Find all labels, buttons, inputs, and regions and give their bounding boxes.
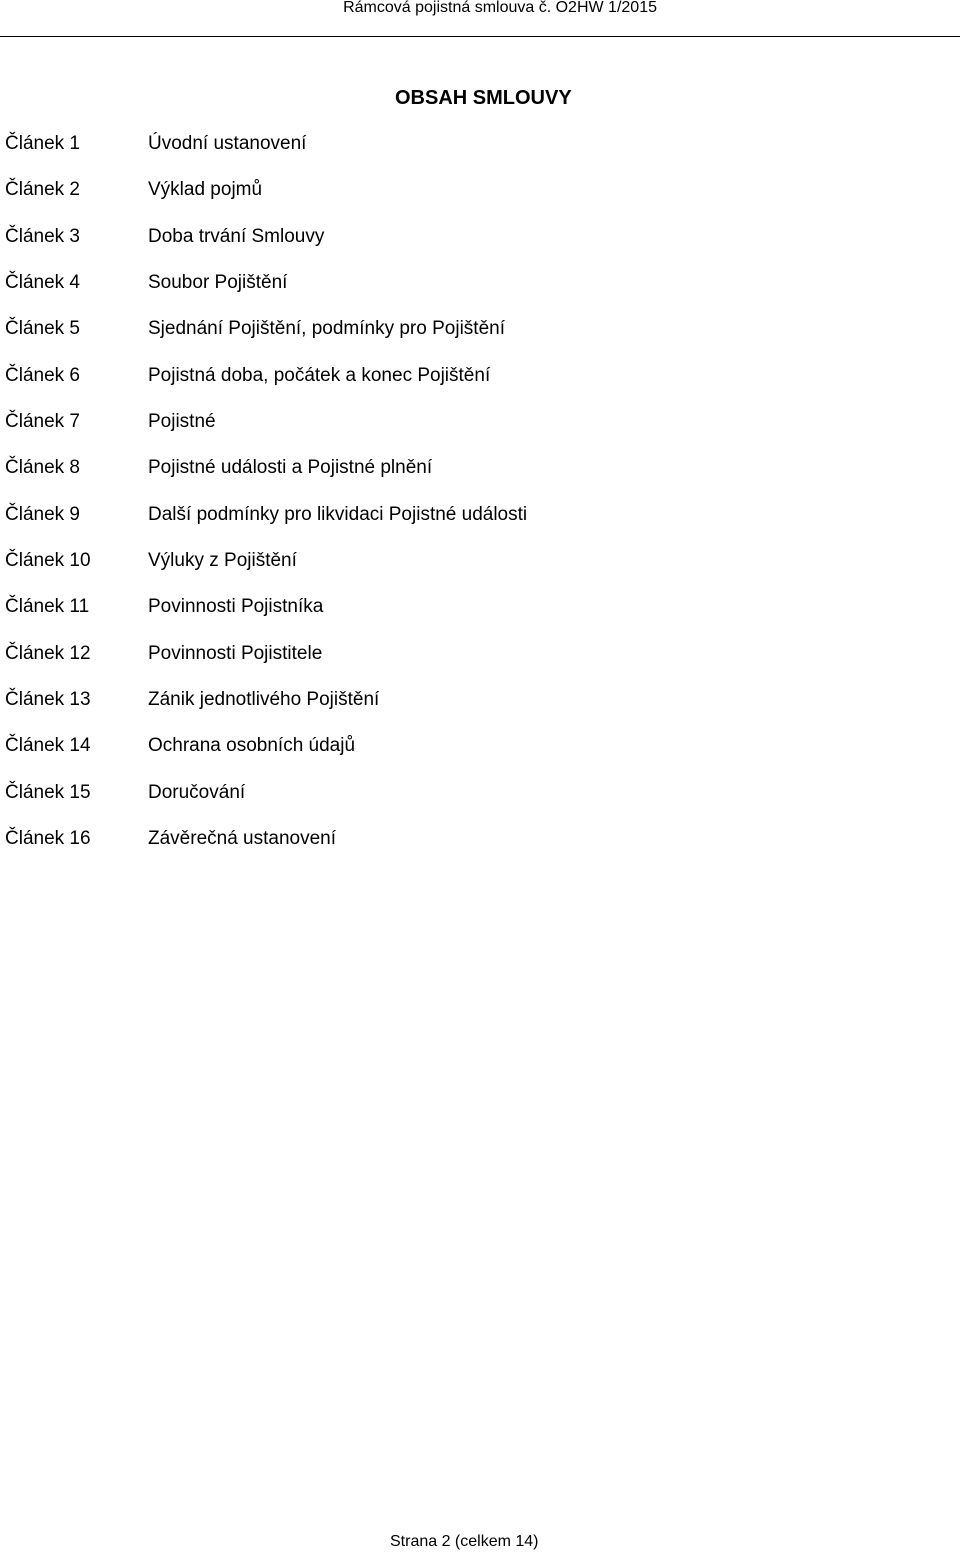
- article-number: Článek 6: [5, 364, 80, 386]
- header-divider: [0, 36, 960, 37]
- toc-entry: [5, 224, 905, 270]
- toc-entry: [5, 687, 905, 733]
- toc-entry: [5, 826, 905, 872]
- article-title: Zánik jednotlivého Pojištění: [148, 688, 380, 710]
- article-title: Pojistná doba, počátek a konec Pojištění: [148, 364, 491, 386]
- article-number: Článek 5: [5, 318, 80, 340]
- article-number: Článek 11: [5, 596, 90, 618]
- article-number: Článek 15: [5, 781, 91, 803]
- toc-entry: [5, 131, 905, 177]
- toc-entry: [5, 733, 905, 779]
- toc-entry: [5, 177, 905, 223]
- article-title: Sjednání Pojištění, podmínky pro Pojištění: [148, 318, 505, 340]
- article-number: Článek 1: [5, 133, 80, 154]
- article-title: Pojistné: [148, 410, 216, 432]
- article-title: Úvodní ustanovení: [148, 133, 307, 154]
- running-header: Rámcová pojistná smlouva č. O2HW 1/2015: [343, 0, 657, 16]
- article-number: Článek 13: [5, 688, 91, 710]
- article-title: Výklad pojmů: [148, 179, 263, 201]
- toc-entry: [5, 363, 905, 409]
- article-number: Článek 3: [5, 225, 80, 247]
- article-number: Článek 4: [5, 271, 80, 293]
- article-title: Doba trvání Smlouvy: [148, 225, 325, 247]
- article-title: Povinnosti Pojistitele: [148, 642, 323, 664]
- page-number: Strana 2 (celkem 14): [390, 1533, 539, 1550]
- toc-entry: [5, 780, 905, 826]
- article-number: Článek 2: [5, 179, 80, 201]
- toc-entry: [5, 455, 905, 501]
- article-number: Článek 7: [5, 410, 80, 432]
- article-title: Povinnosti Pojistníka: [148, 596, 324, 618]
- article-number: Článek 9: [5, 503, 80, 525]
- article-title: Výluky z Pojištění: [148, 549, 297, 571]
- article-number: Článek 10: [5, 549, 91, 571]
- toc-entry: [5, 594, 905, 640]
- article-title: Doručování: [148, 781, 246, 803]
- toc-entry: [5, 409, 905, 455]
- toc-title: OBSAH SMLOUVY: [395, 87, 572, 109]
- article-title: Další podmínky pro likvidaci Pojistné události: [148, 503, 528, 525]
- toc-entry: [5, 548, 905, 594]
- article-number: Článek 8: [5, 457, 80, 479]
- article-title: Pojistné události a Pojistné plnění: [148, 457, 433, 479]
- toc-entry: [5, 316, 905, 362]
- table-of-contents: [5, 131, 905, 872]
- article-number: Článek 16: [5, 827, 91, 849]
- toc-entry: [5, 502, 905, 548]
- article-number: Článek 14: [5, 735, 91, 757]
- article-title: Soubor Pojištění: [148, 271, 288, 293]
- toc-entry: [5, 270, 905, 316]
- toc-entry: [5, 641, 905, 687]
- article-number: Článek 12: [5, 642, 91, 664]
- article-title: Závěrečná ustanovení: [148, 827, 337, 849]
- article-title: Ochrana osobních údajů: [148, 735, 356, 757]
